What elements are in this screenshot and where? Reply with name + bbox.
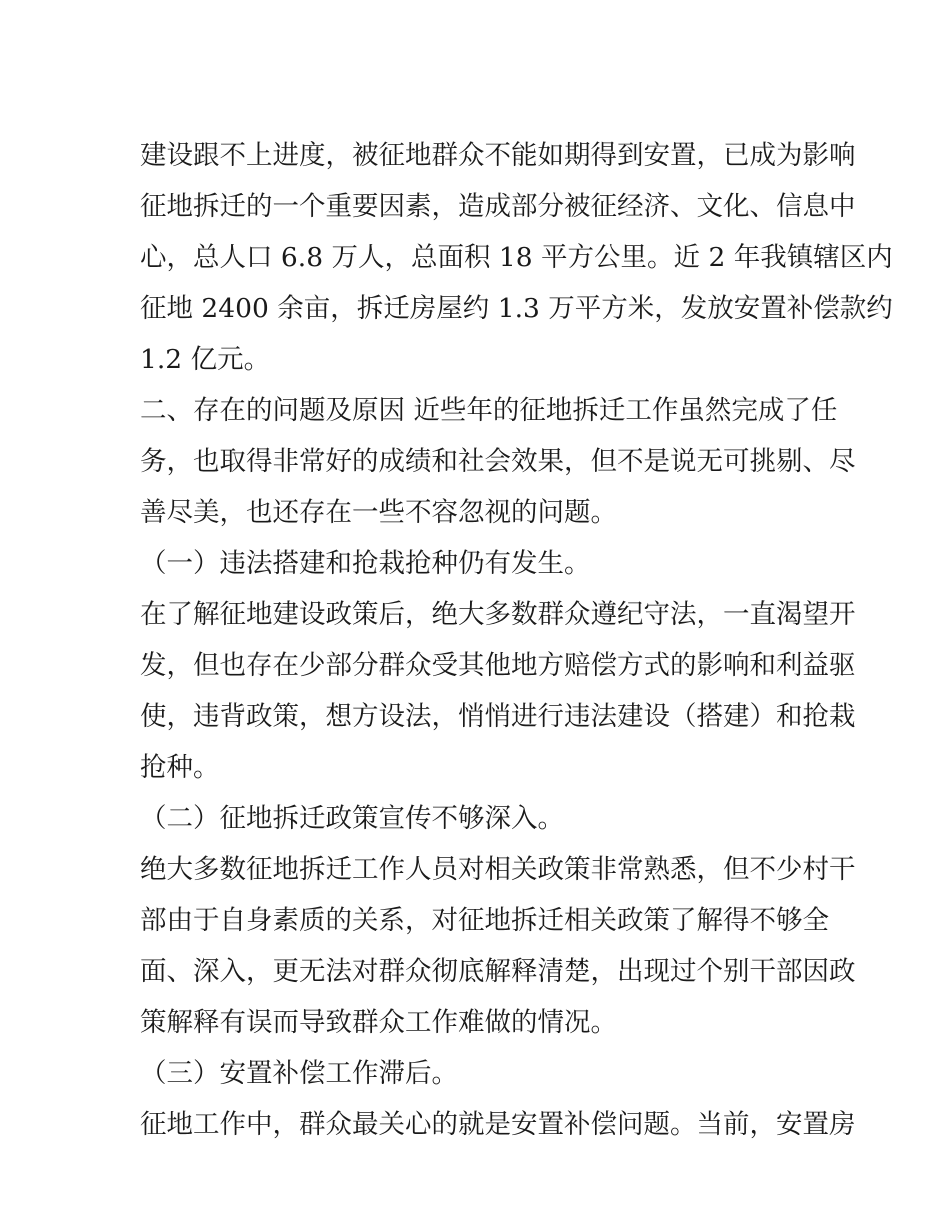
subsection-heading: （二）征地拆迁政策宣传不够深入。 [140, 803, 564, 834]
body-text-line: 抢种。 [140, 752, 220, 783]
body-text-line: 部由于自身素质的关系，对征地拆迁相关政策了解得不够全 [140, 905, 829, 936]
subsection-heading: （一）违法搭建和抢栽抢种仍有发生。 [140, 548, 591, 579]
body-text-line: 善尽美，也还存在一些不容忽视的问题。 [140, 497, 617, 528]
body-text-line: 面、深入，更无法对群众彻底解释清楚，出现过个别干部因政 [140, 956, 856, 987]
body-text-line: 征地工作中，群众最关心的就是安置补偿问题。当前，安置房 [140, 1109, 856, 1140]
body-text-line: 在了解征地建设政策后，绝大多数群众遵纪守法，一直渴望开 [140, 599, 856, 630]
body-text-line: 策解释有误而导致群众工作难做的情况。 [140, 1007, 617, 1038]
body-text-line: 发，但也存在少部分群众受其他地方赔偿方式的影响和利益驱 [140, 650, 856, 681]
body-text-line: 1.2 亿元。 [140, 344, 271, 375]
section-heading: 二、存在的问题及原因 近些年的征地拆迁工作虽然完成了任 [140, 395, 838, 426]
body-text-line: 征地 2400 余亩，拆迁房屋约 1.3 万平方米，发放安置补偿款约 [140, 293, 893, 324]
body-text-line: 使，违背政策，想方设法，悄悄进行违法建设（搭建）和抢栽 [140, 701, 856, 732]
body-text-line: 征地拆迁的一个重要因素，造成部分被征经济、文化、信息中 [140, 191, 856, 222]
document-page [140, 130, 893, 1150]
body-text-line: 绝大多数征地拆迁工作人员对相关政策非常熟悉，但不少村干 [140, 854, 856, 885]
body-text-line: 务，也取得非常好的成绩和社会效果，但不是说无可挑剔、尽 [140, 446, 856, 477]
body-text-line: 心，总人口 6.8 万人，总面积 18 平方公里。近 2 年我镇辖区内 [140, 242, 893, 273]
body-text-line: 建设跟不上进度，被征地群众不能如期得到安置，已成为影响 [140, 140, 856, 171]
subsection-heading: （三）安置补偿工作滞后。 [140, 1058, 458, 1089]
